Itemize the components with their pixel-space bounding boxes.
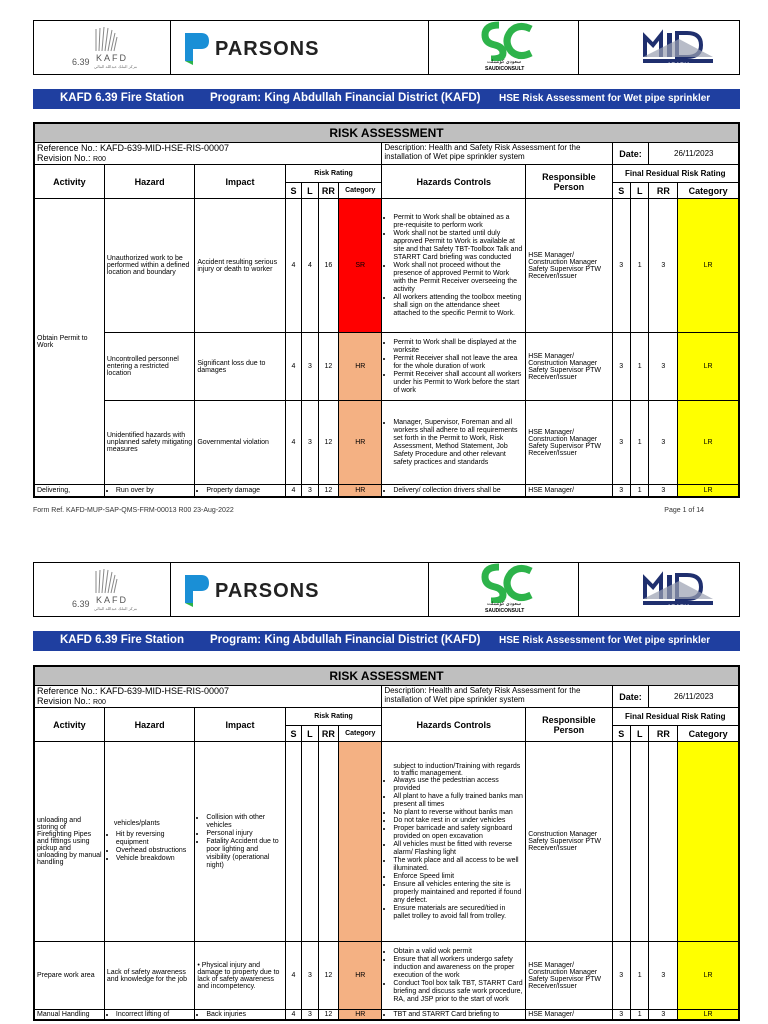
- final-risk-rating: 3: [649, 1010, 678, 1020]
- mid-logo-icon: [579, 563, 739, 616]
- reference-no: Reference No.: KAFD-639-MID-HSE-RIS-00007: [37, 143, 230, 153]
- risk-category: HR: [339, 401, 382, 485]
- sc-emblem-icon: [429, 21, 579, 61]
- col-person: Responsible Person: [526, 708, 612, 742]
- control-item: • All plant to have a fully trained banks man present all times: [393, 793, 523, 809]
- final-severity: 3: [612, 1010, 630, 1020]
- date-value: 26/11/2023: [649, 686, 739, 708]
- controls-top: subject to induction/Training with regards to traffic management.: [393, 762, 521, 777]
- table-row: [35, 1010, 739, 1020]
- severity: 4: [285, 942, 301, 1010]
- col-activity: Activity: [35, 708, 105, 742]
- control-item: • TBT and STARRT Card briefing to: [393, 1011, 523, 1019]
- risk-category: HR: [339, 942, 382, 1010]
- sc-text: SAUDICONSULT: [485, 66, 525, 72]
- bar-assessment: HSE Risk Assessment for Wet pipe sprinkler: [499, 93, 711, 104]
- form-ref: Form Ref. KAFD-MUP-SAP-QMS-FRM-00013 R00 23-Aug-2022: [33, 507, 234, 514]
- final-severity: 3: [612, 333, 630, 401]
- person-cell: HSE Manager/ Construction Manager Safety Supervisor PTW Receiver/Issuer: [526, 401, 612, 485]
- table-row: [35, 199, 739, 333]
- activity-cell: Manual Handling: [35, 1010, 105, 1020]
- control-item: • No plant to reverse without banks man: [393, 809, 523, 817]
- person-cell: HSE Manager/: [526, 485, 612, 497]
- final-likelihood: 1: [631, 942, 649, 1010]
- final-likelihood: 1: [631, 401, 649, 485]
- impact-item: • Property damage: [206, 487, 282, 495]
- saudiconsult-logo: [429, 21, 579, 74]
- revision-label: Revision No.:: [37, 696, 91, 706]
- hazard-cell: Unidentified hazards with unplanned safety mitigating measures: [104, 401, 194, 485]
- header-logos: [33, 562, 740, 617]
- risk-rating: 16: [318, 199, 339, 333]
- page-number: Page 1 of 14: [664, 507, 704, 514]
- severity: [285, 742, 301, 942]
- mid-arabia-logo: [579, 21, 739, 74]
- final-likelihood: 1: [631, 333, 649, 401]
- col-final-rating: Final Residual Risk Rating: [612, 708, 738, 726]
- controls-cell: [382, 199, 526, 333]
- control-item: • Enforce Speed limit: [393, 873, 523, 881]
- bar-project: KAFD 6.39 Fire Station: [60, 634, 184, 646]
- final-risk-rating: 3: [649, 485, 678, 497]
- control-item: • Permit to Work shall be obtained as a pre-requisite to perform work: [393, 214, 523, 230]
- likelihood: 4: [302, 199, 318, 333]
- col-risk-rating: Risk Rating: [285, 708, 382, 726]
- impact-item: • Collision with other vehicles: [206, 814, 282, 830]
- col-s: S: [285, 726, 301, 742]
- risk-category: SR: [339, 199, 382, 333]
- parsons-text: PARSONS: [215, 580, 320, 602]
- description: Description: Health and Safety Risk Assessment for the installation of Wet pipe sprinkler system: [382, 143, 612, 165]
- likelihood: 3: [302, 401, 318, 485]
- sc-arabic: سعودي كونسلت: [487, 601, 522, 607]
- ra-title: RISK ASSESSMENT: [35, 124, 739, 143]
- severity: 4: [285, 199, 301, 333]
- final-likelihood: 1: [631, 1010, 649, 1020]
- final-severity: 3: [612, 485, 630, 497]
- col-final-s: S: [612, 183, 630, 199]
- date-label: Date:: [612, 686, 649, 708]
- severity: 4: [285, 1010, 301, 1020]
- final-category: LR: [678, 942, 739, 1010]
- final-severity: [612, 742, 630, 942]
- activity-cell: unloading and storing of Firefighting Pipes and fittings using pickup and unloading by manual handling: [35, 742, 105, 942]
- severity: 4: [285, 333, 301, 401]
- activity-cell: Obtain Permit to Work: [35, 199, 105, 485]
- final-risk-rating: [649, 742, 678, 942]
- col-final-s: S: [612, 726, 630, 742]
- table-row: [35, 942, 739, 1010]
- col-person: Responsible Person: [526, 165, 612, 199]
- bar-project: KAFD 6.39 Fire Station: [60, 92, 184, 104]
- impact-item: • Back injuries: [206, 1011, 282, 1019]
- sc-text: SAUDICONSULT: [485, 608, 525, 614]
- col-final-category: Category: [678, 726, 739, 742]
- col-final-rr: RR: [649, 726, 678, 742]
- bar-assessment: HSE Risk Assessment for Wet pipe sprinkler: [499, 635, 711, 646]
- col-final-rating: Final Residual Risk Rating: [612, 165, 738, 183]
- table-row: [35, 333, 739, 401]
- control-item: • Permit Receiver shall not leave the area for the whole duration of work: [393, 355, 523, 371]
- col-category: Category: [339, 726, 382, 742]
- severity: 4: [285, 485, 301, 497]
- final-severity: 3: [612, 401, 630, 485]
- risk-rating: 12: [318, 333, 339, 401]
- risk-rating: [318, 742, 339, 942]
- control-item: • Proper barricade and safety signboard provided on open excavation: [393, 825, 523, 841]
- control-item: • Permit Receiver shall account all workers under his Permit to Work before the start of work: [393, 371, 523, 395]
- parsons-text: PARSONS: [215, 38, 320, 60]
- person-cell: HSE Manager/ Construction Manager Safety Supervisor PTW Receiver/Issuer: [526, 199, 612, 333]
- col-s: S: [285, 183, 301, 199]
- table-row: [35, 485, 739, 497]
- impact-cell: Significant loss due to damages: [195, 333, 285, 401]
- col-rr: RR: [318, 726, 339, 742]
- risk-rating: 12: [318, 1010, 339, 1020]
- col-category: Category: [339, 183, 382, 199]
- impact-cell: Governmental violation: [195, 401, 285, 485]
- kafd-logo: [34, 563, 171, 616]
- hazard-item: • Incorrect lifting of: [116, 1011, 192, 1019]
- control-item: • Obtain a valid wok permit: [393, 948, 523, 956]
- hazard-cell: [104, 742, 194, 942]
- page-footer: [33, 507, 740, 514]
- revision-row: [37, 696, 379, 706]
- impact-cell: [195, 485, 285, 497]
- control-item: • The work place and all access to be well illuminated.: [393, 857, 523, 873]
- revision-no: R00: [93, 699, 106, 706]
- person-cell: HSE Manager/: [526, 1010, 612, 1020]
- table-row: [35, 401, 739, 485]
- control-item: • Delivery/ collection drivers shall be: [393, 487, 523, 495]
- revision-no: R00: [93, 156, 106, 163]
- col-hazard: Hazard: [104, 708, 194, 742]
- description: Description: Health and Safety Risk Assessment for the installation of Wet pipe sprinkler system: [382, 686, 612, 708]
- header-logos: [33, 20, 740, 75]
- col-l: L: [302, 726, 318, 742]
- ra-title: RISK ASSESSMENT: [35, 667, 739, 686]
- risk-assessment-table: [33, 122, 740, 498]
- hazard-top: vehicles/plants: [113, 820, 160, 827]
- hazard-item: • Run over by: [116, 487, 192, 495]
- parsons-mark-icon: [179, 563, 219, 616]
- risk-rating: 12: [318, 401, 339, 485]
- control-item: • All workers attending the toolbox meeting shall sign on the attendance sheet attached to the specific Permit to Work.: [393, 294, 523, 318]
- col-risk-rating: Risk Rating: [285, 165, 382, 183]
- hazard-cell: Lack of safety awareness and knowledge for the job: [104, 942, 194, 1010]
- final-category: LR: [678, 1010, 739, 1020]
- controls-cell: [382, 401, 526, 485]
- hazard-cell: Unauthorized work to be performed within a defined location and boundary: [104, 199, 194, 333]
- likelihood: 3: [302, 485, 318, 497]
- date-value: 26/11/2023: [649, 143, 739, 165]
- final-likelihood: 1: [631, 485, 649, 497]
- mid-arabia-logo: [579, 563, 739, 616]
- final-severity: 3: [612, 199, 630, 333]
- kafd-number: 6.39: [72, 57, 90, 67]
- sc-arabic: سعودي كونسلت: [487, 59, 522, 65]
- final-likelihood: 1: [631, 199, 649, 333]
- mid-text: ARABIA: [667, 63, 691, 69]
- risk-assessment-table: [33, 665, 740, 1021]
- risk-rating: 12: [318, 942, 339, 1010]
- controls-cell: [382, 1010, 526, 1020]
- control-item: • Do not take rest in or under vehicles: [393, 817, 523, 825]
- col-hazard: Hazard: [104, 165, 194, 199]
- control-item: • Conduct Tool box talk TBT, STARRT Card briefing and discuss safe work procedure, RA, and JSP prior to the start of work: [393, 980, 523, 1004]
- final-risk-rating: 3: [649, 401, 678, 485]
- final-category: LR: [678, 485, 739, 497]
- control-item: • Always use the pedestrian access provided: [393, 777, 523, 793]
- col-controls: Hazards Controls: [382, 708, 526, 742]
- final-likelihood: [631, 742, 649, 942]
- controls-cell: [382, 485, 526, 497]
- kafd-number: 6.39: [72, 599, 90, 609]
- col-final-l: L: [631, 183, 649, 199]
- risk-category: [339, 742, 382, 942]
- mid-logo-icon: [579, 21, 739, 74]
- control-item: • Ensure that all workers undergo safety induction and awareness on the proper execution of the work: [393, 956, 523, 980]
- control-item: • Work shall not proceed without the presence of approved Permit to Work with the Permit Receiver overseeing the activity: [393, 262, 523, 294]
- impact-cell: [195, 1010, 285, 1020]
- final-category: [678, 742, 739, 942]
- bar-program: Program: King Abdullah Financial District (KAFD): [210, 92, 481, 104]
- sc-emblem-icon: [429, 563, 579, 603]
- col-final-rr: RR: [649, 183, 678, 199]
- control-item: • Permit to Work shall be displayed at the worksite: [393, 339, 523, 355]
- hazard-item: • Hit by reversing equipment: [116, 831, 192, 847]
- control-item: • Work shall not be started until duly approved Permit to Work is available at site and that Safety TBT-Toolbox Talk and STARRT Card briefing was conducted: [393, 230, 523, 262]
- col-impact: Impact: [195, 708, 285, 742]
- final-risk-rating: 3: [649, 199, 678, 333]
- risk-category: HR: [339, 1010, 382, 1020]
- severity: 4: [285, 401, 301, 485]
- kafd-arabic: مركز الملك عبدالله المالي: [94, 606, 138, 611]
- risk-category: HR: [339, 485, 382, 497]
- likelihood: 3: [302, 333, 318, 401]
- parsons-logo: [171, 21, 429, 74]
- control-item: • Ensure materials are secured/tied in pallet trolley to avoid fall from trolley.: [393, 905, 523, 921]
- final-risk-rating: 3: [649, 333, 678, 401]
- revision-row: [37, 153, 379, 163]
- risk-category: HR: [339, 333, 382, 401]
- impact-item: • Personal injury: [206, 830, 282, 838]
- kafd-arabic: مركز الملك عبدالله المالي: [94, 64, 138, 69]
- mid-text: ARABIA: [667, 605, 691, 611]
- bar-program: Program: King Abdullah Financial District (KAFD): [210, 634, 481, 646]
- col-activity: Activity: [35, 165, 105, 199]
- revision-label: Revision No.:: [37, 153, 91, 163]
- date-label: Date:: [612, 143, 649, 165]
- final-risk-rating: 3: [649, 942, 678, 1010]
- final-category: LR: [678, 401, 739, 485]
- impact-cell: • Physical injury and damage to property due to lack of safety awareness and incompetency.: [195, 942, 285, 1010]
- hazard-cell: Uncontrolled personnel entering a restricted location: [104, 333, 194, 401]
- controls-cell: [382, 742, 526, 942]
- col-final-category: Category: [678, 183, 739, 199]
- person-cell: HSE Manager/ Construction Manager Safety Supervisor PTW Receiver/Issuer: [526, 333, 612, 401]
- hazard-cell: [104, 485, 194, 497]
- kafd-logo: [34, 21, 171, 74]
- parsons-logo: [171, 563, 429, 616]
- hazard-cell: [104, 1010, 194, 1020]
- final-category: LR: [678, 333, 739, 401]
- impact-cell: [195, 742, 285, 942]
- reference-no: Reference No.: KAFD-639-MID-HSE-RIS-00007: [37, 686, 230, 696]
- person-cell: Construction Manager Safety Supervisor PTW Receiver/Issuer: [526, 742, 612, 942]
- activity-cell: Prepare work area: [35, 942, 105, 1010]
- control-item: • All vehicles must be fitted with reverse alarm/ Flashing light: [393, 841, 523, 857]
- impact-cell: Accident resulting serious injury or death to worker: [195, 199, 285, 333]
- ref-cell: [35, 686, 382, 708]
- likelihood: 3: [302, 942, 318, 1010]
- likelihood: [302, 742, 318, 942]
- ref-cell: [35, 143, 382, 165]
- hazard-item: • Vehicle breakdown: [116, 855, 192, 863]
- control-item: • Ensure all vehicles entering the site is properly maintained and reported if found any defect.: [393, 881, 523, 905]
- likelihood: 3: [302, 1010, 318, 1020]
- risk-rating: 12: [318, 485, 339, 497]
- saudiconsult-logo: [429, 563, 579, 616]
- kafd-text: KAFD: [96, 595, 129, 605]
- activity-cell: Delivering,: [35, 485, 105, 497]
- person-cell: HSE Manager/ Construction Manager Safety Supervisor PTW Receiver/Issuer: [526, 942, 612, 1010]
- parsons-mark-icon: [179, 21, 219, 74]
- col-impact: Impact: [195, 165, 285, 199]
- control-item: • Manager, Supervisor, Foreman and all workers shall adhere to all requirements set forth in the Permit to Work, Risk Assessment, Method Statement, Job Safety Procedure and other relevant safety practices and standards: [393, 419, 523, 467]
- hazard-item: • Overhead obstructions: [116, 847, 192, 855]
- col-rr: RR: [318, 183, 339, 199]
- controls-cell: [382, 333, 526, 401]
- title-bar: [33, 631, 740, 651]
- col-l: L: [302, 183, 318, 199]
- final-severity: 3: [612, 942, 630, 1010]
- controls-cell: [382, 942, 526, 1010]
- table-row: [35, 742, 739, 942]
- impact-item: • Fatality Accident due to poor lighting and visibility (operational night): [206, 838, 282, 870]
- kafd-text: KAFD: [96, 53, 129, 63]
- col-final-l: L: [631, 726, 649, 742]
- col-controls: Hazards Controls: [382, 165, 526, 199]
- title-bar: [33, 89, 740, 109]
- final-category: LR: [678, 199, 739, 333]
